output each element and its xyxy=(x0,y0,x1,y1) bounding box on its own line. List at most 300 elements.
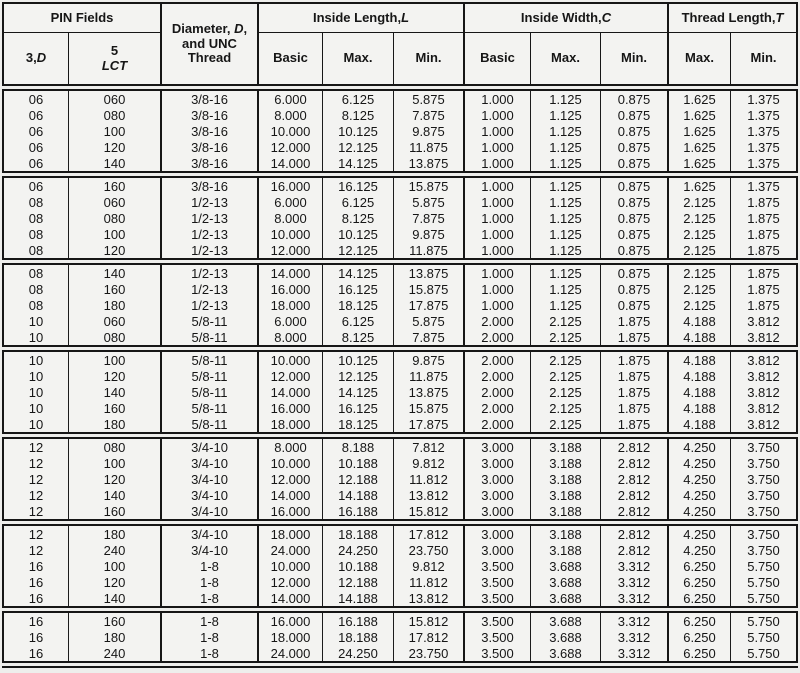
table-cell: 160 xyxy=(68,281,160,297)
table-cell: 08 xyxy=(28,194,44,210)
table-row xyxy=(4,574,796,590)
table-cell: 3.750 xyxy=(730,455,796,471)
table-cell: 17.812 xyxy=(393,629,463,645)
table-cell: 1.625 xyxy=(667,91,730,107)
row-group xyxy=(2,263,798,347)
table-cell: 3.812 xyxy=(730,384,796,400)
table-row xyxy=(4,645,796,661)
table-cell: 3.750 xyxy=(730,542,796,558)
header-width-max: Max. xyxy=(530,33,600,84)
table-cell: 6.250 xyxy=(667,574,730,590)
table-cell: 08 xyxy=(28,265,44,281)
header-pin-lct-label: LCT xyxy=(101,57,128,73)
table-cell: 17.875 xyxy=(393,416,463,432)
table-cell: 08 xyxy=(28,281,44,297)
table-cell: 06 xyxy=(28,155,44,171)
table-cell: 2.125 xyxy=(667,265,730,281)
table-row xyxy=(4,613,796,629)
table-cell: 12 xyxy=(28,542,44,558)
table-cell: 2.125 xyxy=(667,281,730,297)
table-cell: 3.500 xyxy=(463,574,530,590)
table-cell: 1.375 xyxy=(730,139,796,155)
table-cell: 5.750 xyxy=(730,590,796,606)
table-cell: 13.812 xyxy=(393,487,463,503)
table-cell: 1.875 xyxy=(600,313,667,329)
table-cell: 1.125 xyxy=(530,281,600,297)
table-cell: 6.000 xyxy=(257,194,322,210)
table-cell: 14.000 xyxy=(257,590,322,606)
table-cell: 100 xyxy=(68,226,160,242)
table-cell: 06 xyxy=(28,91,44,107)
table-cell: 06 xyxy=(28,178,44,194)
table-cell: 3/4-10 xyxy=(160,526,257,542)
table-cell: 080 xyxy=(68,439,160,455)
table-cell: 10.000 xyxy=(257,123,322,139)
table-cell: 12 xyxy=(28,487,44,503)
table-cell: 0.875 xyxy=(600,297,667,313)
table-cell: 5/8-11 xyxy=(160,352,257,368)
header-thread-length-prefix: Thread Length, xyxy=(681,9,776,25)
table-cell: 120 xyxy=(68,368,160,384)
table-cell: 120 xyxy=(68,139,160,155)
table-cell: 1/2-13 xyxy=(160,194,257,210)
table-cell: 06 xyxy=(28,123,44,139)
table-cell: 1.000 xyxy=(463,91,530,107)
table-cell: 8.125 xyxy=(322,210,393,226)
table-cell: 3.500 xyxy=(463,613,530,629)
table-cell: 18.125 xyxy=(322,416,393,432)
table-cell: 3.312 xyxy=(600,558,667,574)
table-cell: 13.812 xyxy=(393,590,463,606)
table-cell: 06 xyxy=(28,139,44,155)
table-row xyxy=(4,210,796,226)
header-pin-5-label: 5 xyxy=(110,42,119,58)
table-row xyxy=(4,194,796,210)
table-cell: 16.125 xyxy=(322,400,393,416)
table-cell: 3.312 xyxy=(600,574,667,590)
header-inside-width-symbol: C xyxy=(601,9,612,25)
table-cell: 100 xyxy=(68,123,160,139)
table-cell: 10.000 xyxy=(257,352,322,368)
header-diameter-unc-thread xyxy=(160,4,257,84)
table-cell: 10 xyxy=(28,368,44,384)
table-cell: 1.125 xyxy=(530,297,600,313)
table-cell: 3.812 xyxy=(730,368,796,384)
table-cell: 1.625 xyxy=(667,155,730,171)
table-cell: 8.125 xyxy=(322,329,393,345)
table-cell: 17.812 xyxy=(393,526,463,542)
table-cell: 240 xyxy=(68,645,160,661)
table-cell: 4.188 xyxy=(667,352,730,368)
table-cell: 24.000 xyxy=(257,645,322,661)
table-cell: 5/8-11 xyxy=(160,384,257,400)
table-cell: 2.000 xyxy=(463,352,530,368)
table-cell: 3/8-16 xyxy=(160,91,257,107)
table-cell: 2.812 xyxy=(600,455,667,471)
table-row xyxy=(4,155,796,171)
header-inside-width xyxy=(463,4,667,33)
table-cell: 10 xyxy=(28,400,44,416)
table-cell: 1/2-13 xyxy=(160,265,257,281)
table-cell: 1-8 xyxy=(160,574,257,590)
table-cell: 14.125 xyxy=(322,155,393,171)
table-row xyxy=(4,281,796,297)
table-cell: 13.875 xyxy=(393,384,463,400)
row-group xyxy=(2,176,798,260)
table-cell: 1.000 xyxy=(463,226,530,242)
table-cell: 1.000 xyxy=(463,155,530,171)
table-cell: 1/2-13 xyxy=(160,242,257,258)
table-cell: 12 xyxy=(28,439,44,455)
table-cell: 6.250 xyxy=(667,645,730,661)
table-cell: 12.188 xyxy=(322,574,393,590)
table-cell: 3.688 xyxy=(530,613,600,629)
table-cell: 180 xyxy=(68,416,160,432)
table-cell: 1.625 xyxy=(667,123,730,139)
table-cell: 16.000 xyxy=(257,613,322,629)
table-cell: 180 xyxy=(68,629,160,645)
table-cell: 3.750 xyxy=(730,487,796,503)
table-cell: 1.875 xyxy=(600,416,667,432)
table-cell: 14.188 xyxy=(322,590,393,606)
table-row xyxy=(4,226,796,242)
table-cell: 18.188 xyxy=(322,526,393,542)
table-cell: 1.625 xyxy=(667,139,730,155)
header-diameter-line2: and UNC xyxy=(182,35,237,51)
header-inside-length-symbol: L xyxy=(401,9,410,25)
table-cell: 160 xyxy=(68,613,160,629)
table-cell: 0.875 xyxy=(600,91,667,107)
header-inside-length-prefix: Inside Length, xyxy=(312,9,402,25)
table-cell: 3.500 xyxy=(463,645,530,661)
table-cell: 5.875 xyxy=(393,91,463,107)
table-row xyxy=(4,123,796,139)
table-row xyxy=(4,439,796,455)
table-cell: 12 xyxy=(28,503,44,519)
table-cell: 4.188 xyxy=(667,329,730,345)
table-row xyxy=(4,297,796,313)
table-cell: 160 xyxy=(68,178,160,194)
table-cell: 1.875 xyxy=(600,384,667,400)
table-cell: 140 xyxy=(68,265,160,281)
table-cell: 06 xyxy=(28,107,44,123)
table-cell: 10.125 xyxy=(322,226,393,242)
table-cell: 4.250 xyxy=(667,503,730,519)
table-cell: 4.250 xyxy=(667,487,730,503)
table-cell: 9.812 xyxy=(393,455,463,471)
table-cell: 3.688 xyxy=(530,574,600,590)
table-cell: 8.125 xyxy=(322,107,393,123)
table-row xyxy=(4,526,796,542)
table-cell: 1.000 xyxy=(463,194,530,210)
header-diameter-prefix: Diameter, xyxy=(171,20,235,36)
header-inside-width-prefix: Inside Width, xyxy=(520,9,602,25)
table-cell: 10.000 xyxy=(257,455,322,471)
table-cell: 16.188 xyxy=(322,613,393,629)
table-cell: 16.000 xyxy=(257,503,322,519)
table-cell: 1.000 xyxy=(463,242,530,258)
table-cell: 12.000 xyxy=(257,139,322,155)
table-cell: 6.000 xyxy=(257,313,322,329)
table-cell: 16 xyxy=(28,574,44,590)
table-cell: 5.750 xyxy=(730,629,796,645)
table-cell: 13.875 xyxy=(393,155,463,171)
table-cell: 1.875 xyxy=(600,352,667,368)
table-row xyxy=(4,178,796,194)
table-cell: 7.812 xyxy=(393,439,463,455)
table-cell: 18.000 xyxy=(257,416,322,432)
table-cell: 3.312 xyxy=(600,590,667,606)
table-cell: 12 xyxy=(28,455,44,471)
table-cell: 0.875 xyxy=(600,210,667,226)
table-cell: 1.000 xyxy=(463,123,530,139)
table-cell: 3/4-10 xyxy=(160,542,257,558)
table-cell: 5.750 xyxy=(730,558,796,574)
table-cell: 9.812 xyxy=(393,558,463,574)
table-cell: 14.000 xyxy=(257,155,322,171)
header-pin-5lct xyxy=(68,33,160,84)
table-cell: 1.875 xyxy=(730,210,796,226)
table-cell: 10.000 xyxy=(257,558,322,574)
table-cell: 17.875 xyxy=(393,297,463,313)
table-cell: 16 xyxy=(28,590,44,606)
table-cell: 10 xyxy=(28,313,44,329)
table-cell: 2.125 xyxy=(667,226,730,242)
table-cell: 1.375 xyxy=(730,91,796,107)
table-cell: 3.500 xyxy=(463,558,530,574)
table-cell: 3/4-10 xyxy=(160,471,257,487)
table-cell: 08 xyxy=(28,297,44,313)
header-inside-length xyxy=(257,4,463,33)
table-cell: 1.000 xyxy=(463,139,530,155)
table-cell: 3.188 xyxy=(530,471,600,487)
table-cell: 2.125 xyxy=(667,210,730,226)
table-cell: 1-8 xyxy=(160,629,257,645)
table-cell: 2.125 xyxy=(667,297,730,313)
table-cell: 1.875 xyxy=(600,400,667,416)
table-cell: 6.000 xyxy=(257,91,322,107)
table-cell: 080 xyxy=(68,107,160,123)
table-cell: 3.500 xyxy=(463,629,530,645)
table-cell: 2.125 xyxy=(530,416,600,432)
header-thread-max: Max. xyxy=(667,33,730,84)
table-cell: 3/8-16 xyxy=(160,123,257,139)
table-cell: 1.000 xyxy=(463,178,530,194)
table-cell: 2.812 xyxy=(600,503,667,519)
table-cell: 18.125 xyxy=(322,297,393,313)
table-cell: 18.000 xyxy=(257,629,322,645)
table-cell: 3.812 xyxy=(730,352,796,368)
table-cell: 1.875 xyxy=(730,297,796,313)
table-cell: 11.812 xyxy=(393,471,463,487)
table-cell: 2.812 xyxy=(600,526,667,542)
header-length-min: Min. xyxy=(393,33,463,84)
table-cell: 4.250 xyxy=(667,542,730,558)
table-cell: 4.250 xyxy=(667,471,730,487)
table-cell: 15.812 xyxy=(393,613,463,629)
table-cell: 3/4-10 xyxy=(160,455,257,471)
table-cell: 1/2-13 xyxy=(160,210,257,226)
table-cell: 3/4-10 xyxy=(160,439,257,455)
table-cell: 0.875 xyxy=(600,281,667,297)
table-cell: 3.000 xyxy=(463,542,530,558)
table-cell: 11.875 xyxy=(393,139,463,155)
table-cell: 3.000 xyxy=(463,503,530,519)
table-cell: 1.875 xyxy=(730,242,796,258)
table-cell: 2.812 xyxy=(600,439,667,455)
table-cell: 2.125 xyxy=(667,242,730,258)
table-cell: 4.188 xyxy=(667,313,730,329)
table-cell: 3.750 xyxy=(730,503,796,519)
table-cell: 180 xyxy=(68,297,160,313)
table-cell: 1/2-13 xyxy=(160,226,257,242)
header-thread-length xyxy=(667,4,796,33)
table-row xyxy=(4,384,796,400)
table-row xyxy=(4,416,796,432)
table-cell: 14.000 xyxy=(257,487,322,503)
table-body xyxy=(2,89,798,663)
table-cell: 3.812 xyxy=(730,400,796,416)
table-cell: 4.250 xyxy=(667,526,730,542)
table-cell: 3.188 xyxy=(530,542,600,558)
table-cell: 8.188 xyxy=(322,439,393,455)
table-cell: 16.125 xyxy=(322,178,393,194)
table-row xyxy=(4,542,796,558)
table-cell: 080 xyxy=(68,210,160,226)
table-cell: 0.875 xyxy=(600,107,667,123)
table-cell: 10.125 xyxy=(322,123,393,139)
table-cell: 2.000 xyxy=(463,329,530,345)
table-cell: 140 xyxy=(68,155,160,171)
table-cell: 5/8-11 xyxy=(160,416,257,432)
table-cell: 5.750 xyxy=(730,574,796,590)
table-cell: 11.875 xyxy=(393,242,463,258)
table-cell: 1.125 xyxy=(530,91,600,107)
table-cell: 8.000 xyxy=(257,210,322,226)
table-cell: 1.125 xyxy=(530,226,600,242)
table-cell: 3.812 xyxy=(730,416,796,432)
table-cell: 1/2-13 xyxy=(160,297,257,313)
table-cell: 8.000 xyxy=(257,439,322,455)
header-diameter-line3: Thread xyxy=(187,50,232,66)
table-cell: 0.875 xyxy=(600,242,667,258)
table-cell: 10 xyxy=(28,416,44,432)
table-cell: 18.188 xyxy=(322,629,393,645)
table-cell: 3.312 xyxy=(600,645,667,661)
table-cell: 080 xyxy=(68,329,160,345)
table-cell: 7.875 xyxy=(393,210,463,226)
table-cell: 15.875 xyxy=(393,281,463,297)
table-row xyxy=(4,471,796,487)
table-row xyxy=(4,487,796,503)
table-cell: 1.375 xyxy=(730,107,796,123)
table-cell: 16 xyxy=(28,558,44,574)
table-cell: 13.875 xyxy=(393,265,463,281)
table-cell: 1-8 xyxy=(160,590,257,606)
table-cell: 10.125 xyxy=(322,352,393,368)
header-pin-fields: PIN Fields xyxy=(4,4,160,33)
table-cell: 1.125 xyxy=(530,107,600,123)
table-cell: 24.250 xyxy=(322,645,393,661)
table-cell: 120 xyxy=(68,242,160,258)
table-cell: 3.188 xyxy=(530,455,600,471)
table-cell: 12.125 xyxy=(322,368,393,384)
table-cell: 11.812 xyxy=(393,574,463,590)
table-cell: 16.125 xyxy=(322,281,393,297)
table-cell: 240 xyxy=(68,542,160,558)
row-group xyxy=(2,89,798,173)
table-cell: 2.125 xyxy=(667,194,730,210)
table-cell: 3.688 xyxy=(530,645,600,661)
row-group xyxy=(2,350,798,434)
table-row xyxy=(4,139,796,155)
table-row xyxy=(4,313,796,329)
table-cell: 15.875 xyxy=(393,178,463,194)
table-cell: 15.875 xyxy=(393,400,463,416)
table-cell: 6.125 xyxy=(322,313,393,329)
table-cell: 1.875 xyxy=(730,265,796,281)
table-cell: 3/8-16 xyxy=(160,178,257,194)
table-cell: 1.125 xyxy=(530,210,600,226)
table-cell: 18.000 xyxy=(257,297,322,313)
table-cell: 14.000 xyxy=(257,384,322,400)
table-cell: 1.000 xyxy=(463,265,530,281)
table-cell: 14.188 xyxy=(322,487,393,503)
table-cell: 7.875 xyxy=(393,329,463,345)
table-cell: 3.188 xyxy=(530,526,600,542)
table-cell: 5.875 xyxy=(393,313,463,329)
table-cell: 1.125 xyxy=(530,139,600,155)
table-cell: 3.688 xyxy=(530,558,600,574)
table-row xyxy=(4,329,796,345)
table-cell: 11.875 xyxy=(393,368,463,384)
table-cell: 160 xyxy=(68,503,160,519)
table-cell: 0.875 xyxy=(600,155,667,171)
table-cell: 14.000 xyxy=(257,265,322,281)
table-cell: 2.812 xyxy=(600,542,667,558)
table-cell: 24.250 xyxy=(322,542,393,558)
table-cell: 5.750 xyxy=(730,613,796,629)
table-cell: 1.125 xyxy=(530,123,600,139)
table-cell: 14.125 xyxy=(322,384,393,400)
table-cell: 3.312 xyxy=(600,613,667,629)
table-cell: 180 xyxy=(68,526,160,542)
table-cell: 3/4-10 xyxy=(160,503,257,519)
table-cell: 1.125 xyxy=(530,265,600,281)
table-row xyxy=(4,368,796,384)
table-cell: 1.375 xyxy=(730,178,796,194)
table-cell: 1.875 xyxy=(730,226,796,242)
table-cell: 16.188 xyxy=(322,503,393,519)
table-cell: 4.250 xyxy=(667,455,730,471)
table-cell: 5/8-11 xyxy=(160,329,257,345)
table-cell: 9.875 xyxy=(393,123,463,139)
table-cell: 16 xyxy=(28,613,44,629)
table-row xyxy=(4,91,796,107)
table-cell: 1.125 xyxy=(530,242,600,258)
table-cell: 1.125 xyxy=(530,155,600,171)
table-cell: 3.188 xyxy=(530,439,600,455)
table-cell: 1/2-13 xyxy=(160,281,257,297)
table-cell: 10.000 xyxy=(257,226,322,242)
table-cell: 24.000 xyxy=(257,542,322,558)
table-cell: 1.625 xyxy=(667,107,730,123)
table-cell: 18.000 xyxy=(257,526,322,542)
table-cell: 3.750 xyxy=(730,471,796,487)
table-cell: 1.375 xyxy=(730,155,796,171)
table-cell: 4.188 xyxy=(667,368,730,384)
table-cell: 1.125 xyxy=(530,178,600,194)
